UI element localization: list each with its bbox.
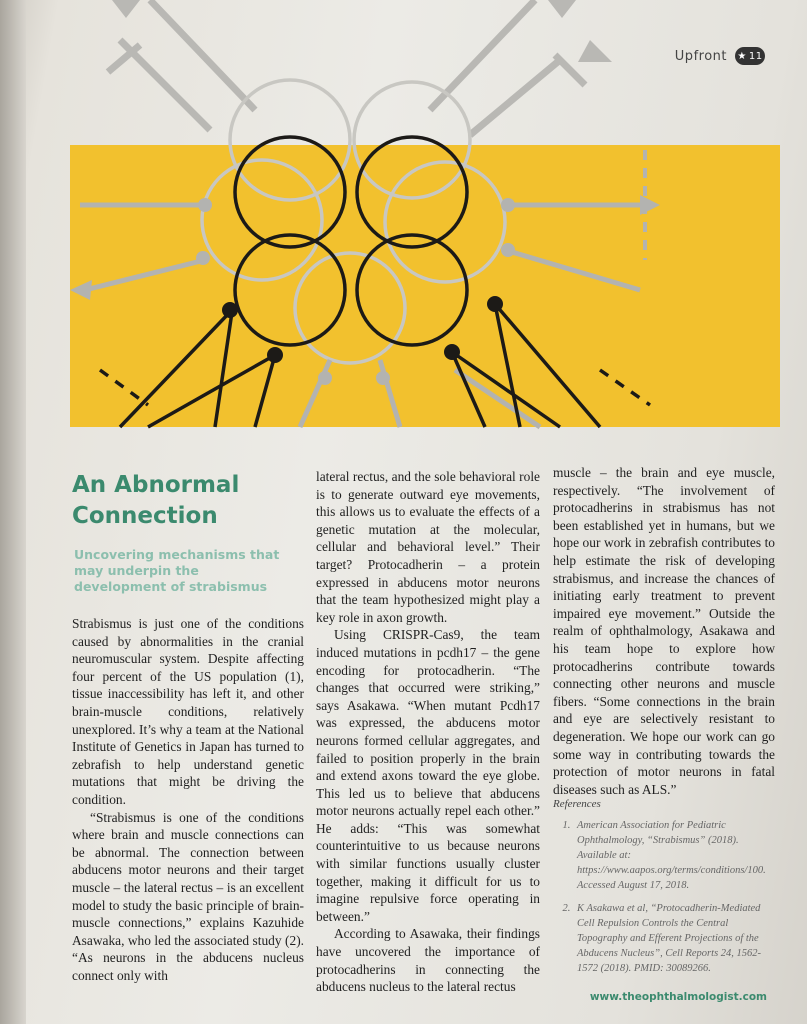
article-column-3: [553, 464, 775, 798]
references: [553, 797, 775, 984]
article-title: An Abnormal Connection: [72, 472, 240, 529]
paragraph: “Strabismus is one of the conditions where brain and muscle connections can be abnormal. The connection between abducens motor neurons and their target muscle – the lateral rectus – is an excellent model to study the basic principle of brain-muscle connections,” explains Kazuhide Asawaka, who led the associated study (2). “As neurons in the abducens nucleus connect only with: [72, 809, 304, 983]
page-number: 11: [748, 50, 763, 62]
website-url[interactable]: www.theophthalmologist.com: [589, 991, 767, 1003]
paragraph: Using CRISPR-Cas9, the team induced mutations in pcdh17 – the gene encoding for protocadherin. “The changes that occurred were striking,” says Asakawa. “When mutant Pcdh17 was expressed, the abducens motor neurons formed cellular aggregates, and failed to position properly in the brain and extend axons toward the eye globe. This led us to believe that abducens motor neurons actually repel each other.” He adds: “This was somewhat counterintuitive to us because neurons with similar functions usually cluster together, making it difficult for us to imagine repulsive force operating in between.”: [316, 627, 540, 924]
reference-item: 1. American Association for Pediatric Ophthalmology, “Strabismus” (2018). Available at: https://www.aapos.org/terms/conditions/100. Accessed August 17, 2018.: [573, 818, 775, 893]
illustration-yellow-panel: [70, 145, 780, 427]
reference-item: 2. K Asakawa et al, “Protocadherin-Mediated Cell Repulsion Controls the Central Topography and Efferent Projections of the Abducens Nucleus”, Cell Reports 24, 1562-1572 (2018). PMID: 30089266.: [573, 901, 775, 976]
article-subtitle: Uncovering mechanisms that may underpin the development of strabismus: [74, 547, 280, 594]
references-heading: References: [553, 798, 601, 810]
page-number-badge: [735, 47, 765, 65]
star-icon: ★: [737, 50, 747, 62]
section-label: Upfront: [674, 48, 727, 64]
paragraph: Strabismus is just one of the conditions caused by abnormalities in the cranial neuromuscular system. Despite affecting four percent of the US population (1), tissue inaccessibility has left it, and other brain-muscle conditions, relatively unexplored. It’s why a team at the National Institute of Genetics in Japan has turned to zebrafish to help understand genetic mutations that might be driving the condition.: [72, 616, 304, 807]
article-column-1: [72, 615, 304, 984]
references-list: [553, 818, 775, 976]
paragraph: According to Asawaka, their findings have uncovered the importance of protocadherins in connecting the abducens nucleus to the lateral rectus: [316, 926, 540, 995]
page-header: [675, 47, 765, 65]
article-column-2: [316, 468, 540, 996]
paragraph: muscle – the brain and eye muscle, respectively. “The involvement of protocadherins in strabismus has not been established yet in humans, but we hope our work in zebrafish contributes to help estimate the risk of developing strabismus, and increase the chances of initiating early treatment to prevent impaired eye movement.” Outside the realm of ophthalmology, Asakawa and his team hope to explore how protocadherins contribute towards connecting other neurons and muscle fibers. “Some connections in the brain and eye are selectively resistant to degeneration. We hope our work can go some way in contributing towards the protection of motor neurons in fatal diseases such as ALS.”: [553, 465, 775, 797]
paragraph: lateral rectus, and the sole behavioral role is to generate outward eye movements, this allows us to evaluate the effects of a genetic mutation at the molecular, cellular and behavioral level.” Their target? Protocadherin – a protein expressed in abducens motor neurons that the team hypothesized might play a key role in axon growth.: [316, 469, 540, 625]
